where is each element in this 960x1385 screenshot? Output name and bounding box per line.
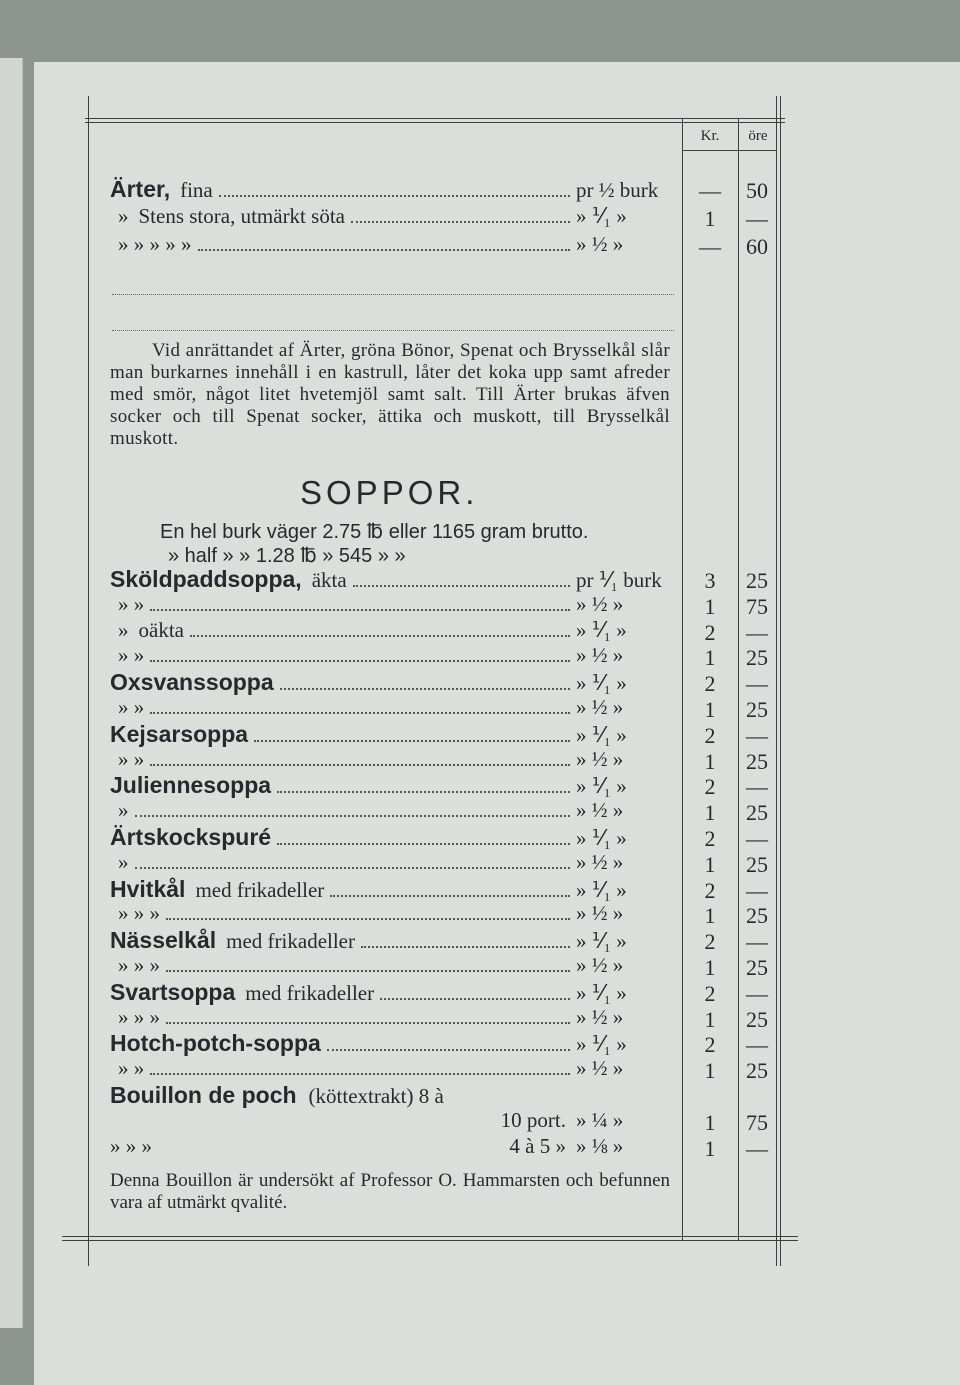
soup-price-ore: 25 <box>746 568 768 593</box>
leader-dots <box>219 195 570 197</box>
leader-dots <box>277 843 570 845</box>
leader-dots <box>198 249 571 251</box>
soup-name: » » » <box>118 1004 160 1029</box>
leader-dots <box>135 815 571 817</box>
leader-dots <box>135 867 571 869</box>
soup-name: » <box>118 798 129 823</box>
leader-dots <box>353 585 570 587</box>
pea-measure: pr ½ burk <box>576 178 659 202</box>
soup-desc: med frikadeller <box>226 929 355 954</box>
header-kr: Kr. <box>700 128 720 144</box>
pea-name: » <box>118 204 129 228</box>
soup-name: » » <box>118 643 145 668</box>
soup-measure: » ½ » <box>576 695 624 719</box>
pea-row <box>110 176 680 206</box>
soup-measure: » ½ » <box>576 591 624 616</box>
soup-price-ore: 25 <box>746 1006 768 1032</box>
leader-dots <box>277 791 570 793</box>
leader-dots <box>327 1049 570 1051</box>
soup-price-kr: 1 <box>704 1006 716 1032</box>
bouillon-portions-small: 4 à 5 » <box>509 1134 566 1158</box>
leader-dots <box>280 688 570 690</box>
soup-measure: » ⅟₁ » <box>576 617 627 642</box>
soup-name: Sköldpaddsoppa, <box>110 566 302 592</box>
soup-price-kr: 2 <box>704 929 716 955</box>
leader-dots <box>361 946 570 948</box>
pea-price-ore: 60 <box>746 234 768 259</box>
soup-price-ore: — <box>746 980 768 1006</box>
leader-dots <box>254 740 570 742</box>
top-rule <box>85 118 785 119</box>
left-border <box>88 96 89 1266</box>
preparation-note: Vid anrättandet af Ärter, gröna Bönor, Spenat och Brysselkål slår man burkarnes innehåll i en kastrull, låter det koka upp samt afreder med smör, något litet hvetemjöl samt salt. Till Ärter brukas äfven socker och till Spenat socker, ättika och muskott, till Brysselkål muskott. <box>110 340 670 449</box>
pea-row <box>110 204 680 234</box>
soup-price-kr: 1 <box>704 748 716 774</box>
soup-price-ore: 25 <box>746 1058 768 1084</box>
soup-price-ore: 25 <box>746 903 768 929</box>
pea-price-kr: 1 <box>704 206 716 231</box>
soup-name: » <box>118 849 129 874</box>
bottom-rule <box>62 1236 798 1237</box>
soup-price-kr: 1 <box>704 593 716 619</box>
soup-name: » » <box>118 746 145 771</box>
soup-price-ore: — <box>746 877 768 903</box>
soup-measure: » ⅟₁ » <box>576 929 627 954</box>
soup-desc: äkta <box>311 568 347 592</box>
bouillon-measure: » ¼ » <box>576 1108 624 1132</box>
bouillon-row-3 <box>110 1134 680 1164</box>
weight-full: En hel burk väger 2.75 ℔ eller 1165 gram brutto. <box>160 521 589 543</box>
soup-price-kr: 1 <box>704 645 716 671</box>
soup-measure: » ½ » <box>576 746 624 771</box>
footer-note: Denna Bouillon är undersökt af Professor O. Hammarsten och befunnen vara af utmärkt qvalité. <box>110 1170 670 1213</box>
soup-name: Hvitkål <box>110 875 186 902</box>
soup-name: » » <box>118 591 145 616</box>
soup-price-kr: 2 <box>704 1032 716 1058</box>
bouillon-kr: 1 <box>704 1110 716 1135</box>
soup-price-ore: 25 <box>746 955 768 980</box>
weight-half: » half » » 1.28 ℔ » 545 » » <box>168 545 406 567</box>
bouillon-small-ore: — <box>746 1136 768 1161</box>
bouillon-ore: 75 <box>746 1110 768 1135</box>
right-border-2 <box>780 96 781 1266</box>
soup-desc: oäkta <box>138 617 184 642</box>
soup-measure: » ½ » <box>576 1004 624 1029</box>
soup-price-kr: 2 <box>704 671 716 697</box>
soup-price-ore: — <box>746 671 768 697</box>
soup-price-ore: — <box>746 774 768 800</box>
separator-2 <box>112 330 674 332</box>
soup-measure: » ⅟₁ » <box>576 980 627 1005</box>
soup-measure: pr ⅟₁ burk <box>576 568 662 592</box>
soup-price-kr: 1 <box>704 851 716 877</box>
section-title: SOPPOR. <box>300 474 479 511</box>
leader-dots <box>190 635 570 637</box>
soup-price-kr: 1 <box>704 1058 716 1084</box>
leader-dots <box>150 609 570 611</box>
paper-edge <box>0 58 23 1328</box>
soup-measure: » ⅟₁ » <box>576 1032 627 1057</box>
soup-name: Nässelkål <box>110 927 217 954</box>
bottom-rule-2 <box>62 1240 798 1241</box>
soup-measure: » ½ » <box>576 849 624 874</box>
soup-desc: med frikadeller <box>195 877 325 902</box>
soup-price-kr: 2 <box>704 826 716 851</box>
leader-dots <box>330 895 570 897</box>
pea-desc: fina <box>180 178 213 202</box>
soup-name: Kejsarsoppa <box>110 720 249 747</box>
soup-measure: » ½ » <box>576 1056 624 1081</box>
pea-price-ore: 50 <box>746 178 768 203</box>
pea-row <box>110 232 680 262</box>
soup-price-ore: — <box>746 619 768 645</box>
soup-name: » <box>118 617 129 642</box>
leader-dots <box>380 998 570 1000</box>
soup-price-kr: 1 <box>704 697 716 722</box>
pea-price-kr: — <box>699 234 721 259</box>
soup-price-kr: 1 <box>704 800 716 826</box>
soup-price-ore: 25 <box>746 748 768 774</box>
soup-price-kr: 2 <box>704 980 716 1006</box>
pea-measure: » ⅟₁ » <box>576 204 627 228</box>
soup-name: Ärtskockspuré <box>110 824 272 850</box>
bouillon-repeat: » » » <box>110 1134 152 1158</box>
soup-name: Juliennesoppa <box>110 772 272 799</box>
soup-measure: » ½ » <box>576 798 624 823</box>
soup-price-ore: 25 <box>746 697 768 722</box>
soup-price-kr: 2 <box>704 619 716 645</box>
pea-desc: Stens stora, utmärkt söta <box>138 204 345 228</box>
soup-price-kr: 2 <box>704 877 716 903</box>
pea-price-ore: — <box>746 206 768 231</box>
bouillon-name: Bouillon de poch <box>110 1082 297 1108</box>
soup-price-kr: 2 <box>704 774 716 800</box>
soup-name: » » <box>118 1056 145 1081</box>
right-border <box>776 96 777 1266</box>
leader-dots <box>150 764 570 766</box>
leader-dots <box>351 221 570 223</box>
soup-name: » » » <box>118 953 160 977</box>
pea-measure: » ½ » <box>576 232 624 256</box>
soup-name: Hotch-potch-soppa <box>110 1030 321 1057</box>
separator <box>112 294 674 296</box>
soup-price-ore: 25 <box>746 800 768 826</box>
soup-name: » » » <box>118 901 160 926</box>
soup-price-kr: 1 <box>704 903 716 929</box>
soup-measure: » ⅟₁ » <box>576 722 627 747</box>
soup-price-ore: 25 <box>746 645 768 671</box>
leader-dots <box>166 970 570 972</box>
soup-price-kr: 2 <box>704 722 716 748</box>
soup-price-ore: — <box>746 929 768 955</box>
soup-measure: » ½ » <box>576 901 624 926</box>
soup-measure: » ½ » <box>576 953 624 977</box>
soup-desc: med frikadeller <box>245 980 375 1005</box>
header-rule <box>682 150 776 151</box>
leader-dots <box>150 660 570 662</box>
top-rule-2 <box>85 122 785 123</box>
bouillon-desc: (köttextrakt) 8 à <box>308 1084 444 1108</box>
soup-price-ore: — <box>746 1032 768 1058</box>
pea-name: Ärter, <box>110 176 171 202</box>
bouillon-small-kr: 1 <box>704 1136 716 1161</box>
soup-price-kr: 1 <box>704 955 716 980</box>
soup-price-ore: 75 <box>746 593 768 619</box>
soup-price-kr: 3 <box>704 568 716 593</box>
pea-name: » » » » » <box>118 232 192 256</box>
leader-dots <box>150 712 570 714</box>
soup-measure: » ⅟₁ » <box>576 671 627 696</box>
soup-price-ore: — <box>746 722 768 748</box>
soup-measure: » ⅟₁ » <box>576 774 627 799</box>
leader-dots <box>166 1022 570 1024</box>
header-ore: öre <box>748 128 768 144</box>
soup-measure: » ½ » <box>576 643 624 668</box>
soup-measure: » ⅟₁ » <box>576 877 627 902</box>
pea-price-kr: — <box>699 178 721 203</box>
soup-name: Oxsvanssoppa <box>110 669 274 696</box>
leader-dots <box>150 1073 570 1075</box>
leader-dots <box>166 918 570 920</box>
soup-price-ore: — <box>746 826 768 851</box>
bouillon-portions: 10 port. <box>500 1108 566 1132</box>
soup-price-ore: 25 <box>746 851 768 877</box>
soup-name: » » <box>118 695 145 719</box>
bouillon-measure-small: » ⅛ » <box>576 1134 624 1158</box>
soup-name: Svartsoppa <box>110 978 236 1005</box>
soup-measure: » ⅟₁ » <box>576 826 627 850</box>
